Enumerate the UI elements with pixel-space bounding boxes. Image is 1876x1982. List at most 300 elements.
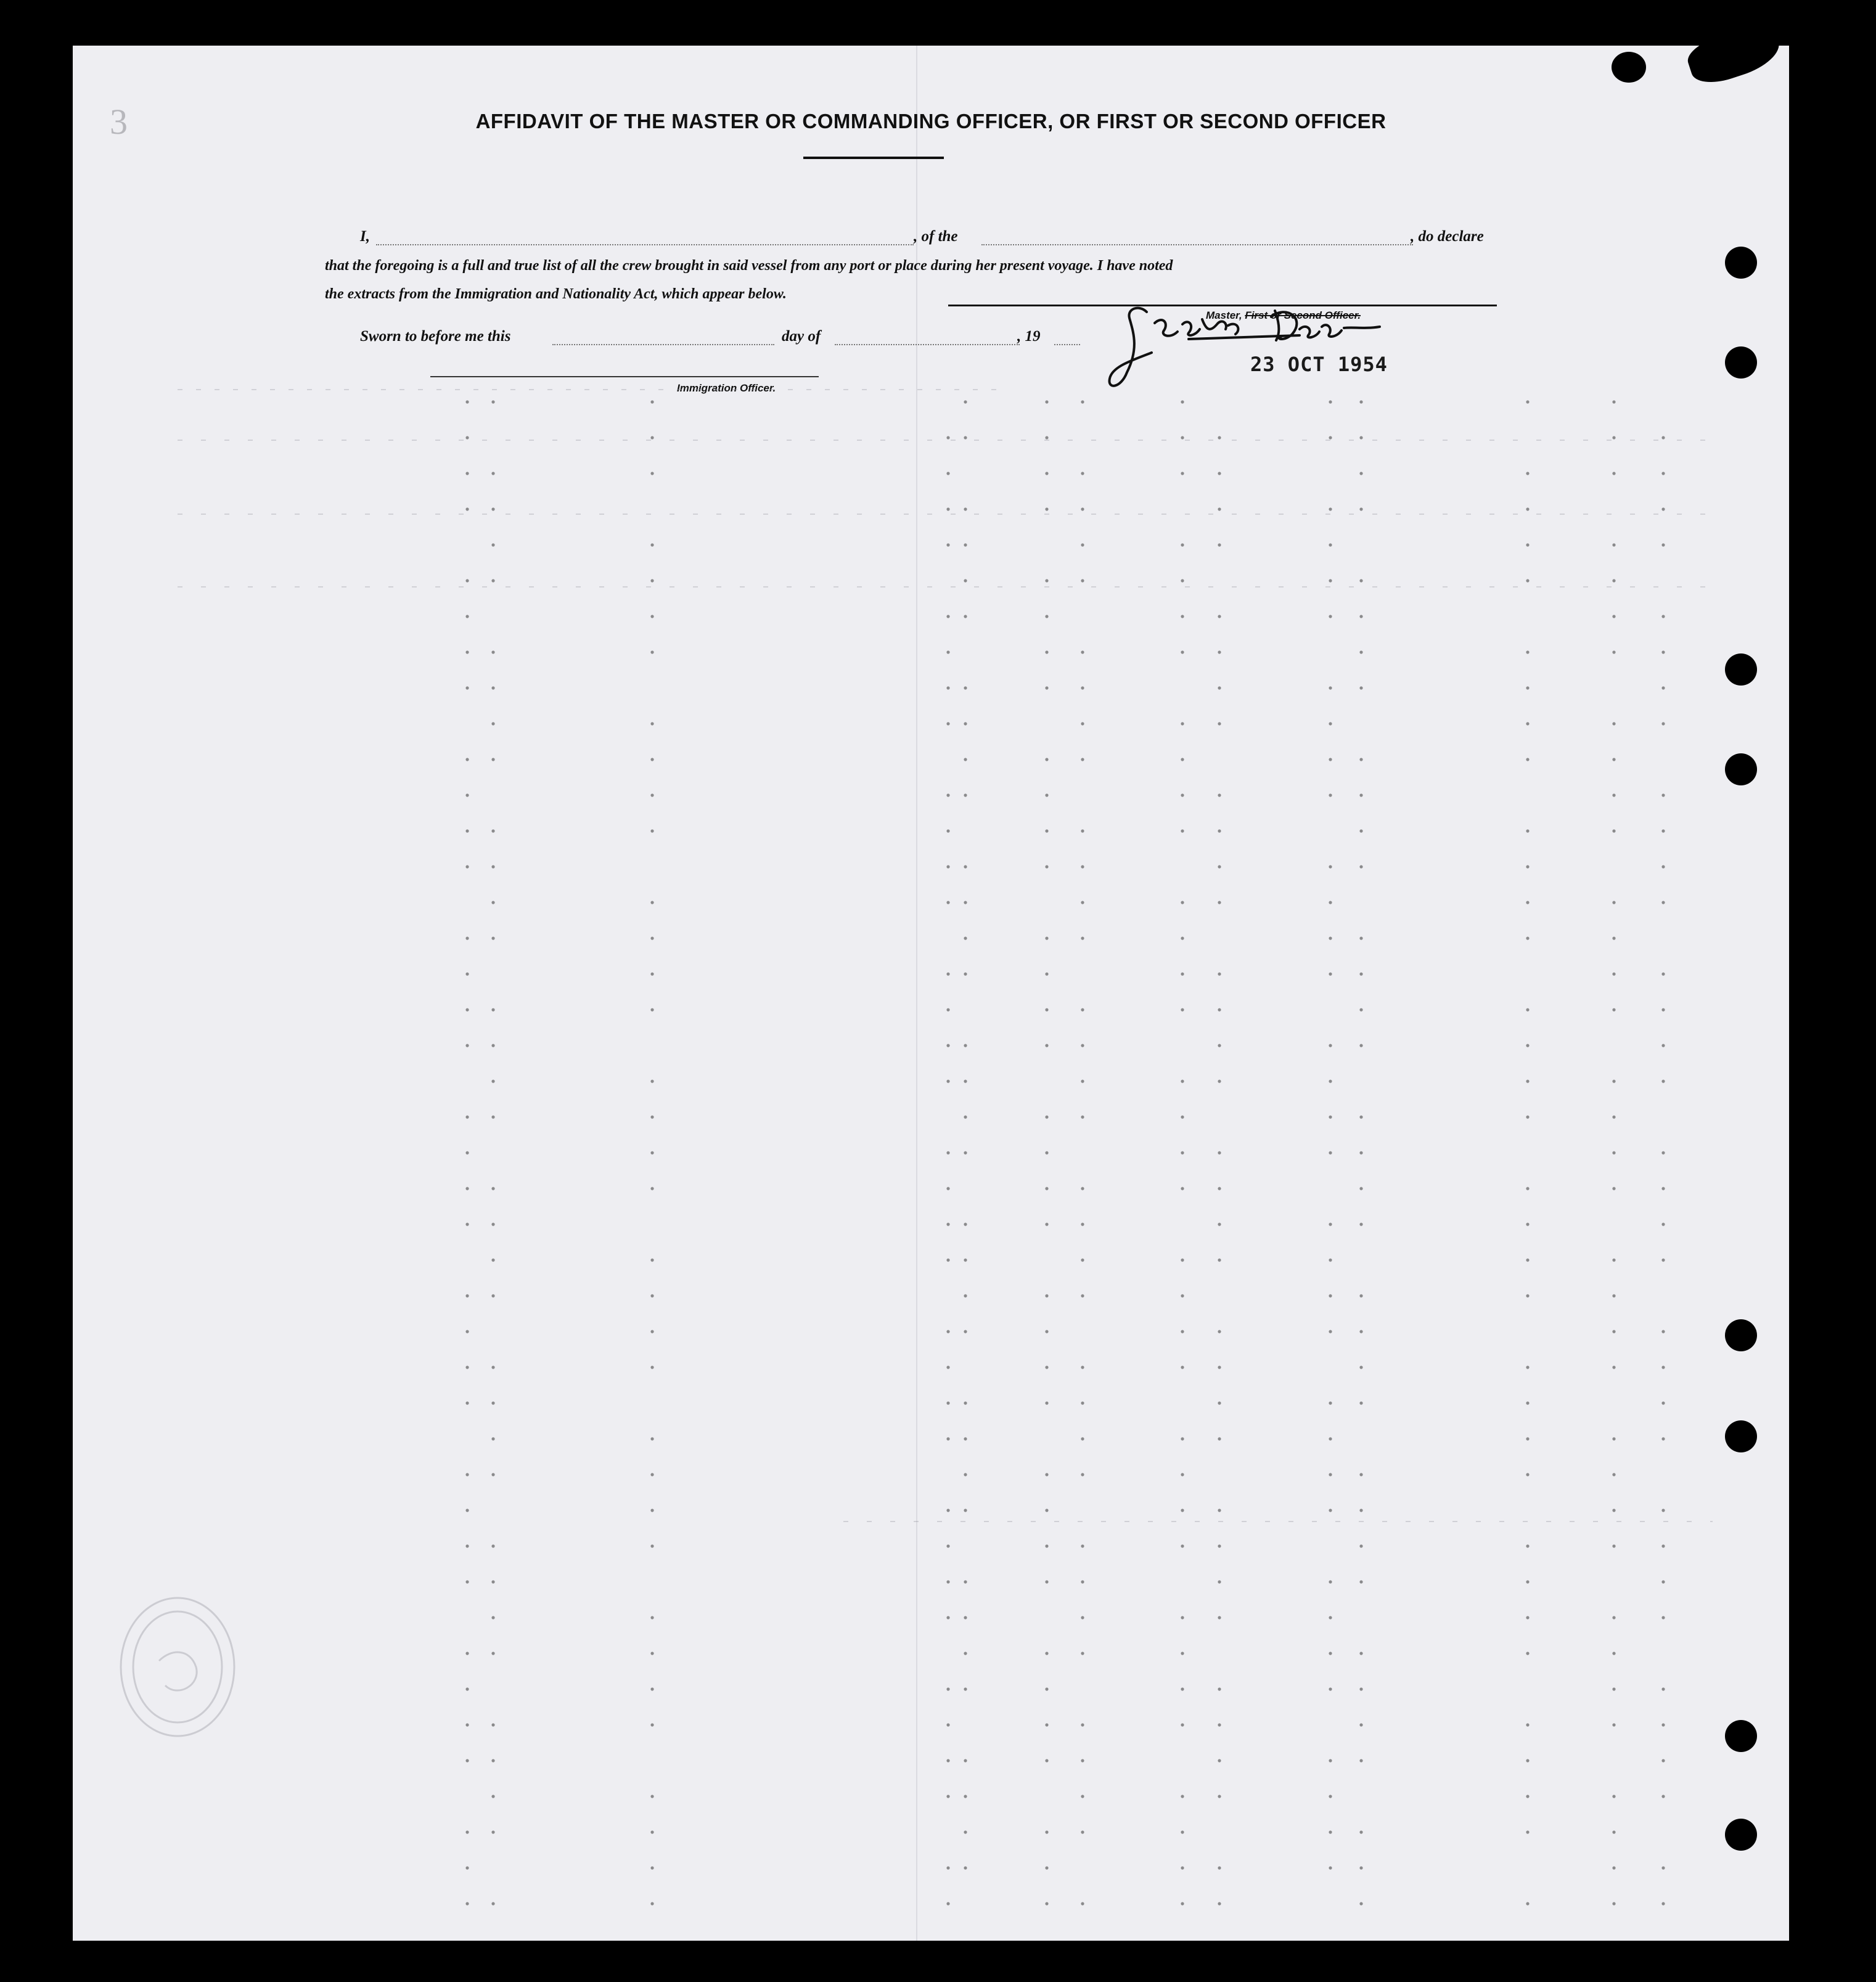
- guide-dot: [1359, 472, 1362, 475]
- guide-dot: [1359, 1687, 1362, 1690]
- guide-dot: [1612, 1079, 1615, 1083]
- guide-dot: [1218, 865, 1221, 868]
- guide-dot: [1526, 1258, 1529, 1261]
- guide-dot: [1181, 472, 1184, 475]
- guide-dot: [1081, 400, 1084, 403]
- guide-dot: [491, 1222, 494, 1226]
- guide-dot: [1081, 1795, 1084, 1798]
- guide-dot: [1329, 1759, 1332, 1762]
- guide-dot: [650, 472, 653, 475]
- guide-dot: [650, 1115, 653, 1118]
- guide-dot: [964, 1044, 967, 1047]
- guide-dot: [465, 507, 469, 510]
- guide-dot: [1329, 972, 1332, 975]
- guide-dot: [946, 793, 949, 796]
- guide-dot: [1181, 1473, 1184, 1476]
- guide-dot: [465, 1187, 469, 1190]
- guide-dot: [1081, 1187, 1084, 1190]
- guide-dot: [1612, 1723, 1615, 1726]
- guide-dot: [1526, 1366, 1529, 1369]
- guide-dot: [1181, 936, 1184, 940]
- guide-dot: [1218, 1759, 1221, 1762]
- guide-dot: [1612, 1902, 1615, 1905]
- guide-dot: [1359, 615, 1362, 618]
- guide-dot: [1081, 1115, 1084, 1118]
- guide-dot: [1329, 615, 1332, 618]
- guide-dot: [650, 1544, 653, 1547]
- guide-dot: [1081, 1008, 1084, 1011]
- guide-dot: [1661, 865, 1665, 868]
- guide-dot: [491, 722, 494, 725]
- guide-dot: [946, 829, 949, 832]
- guide-dot: [1329, 1830, 1332, 1833]
- guide-dot: [1218, 436, 1221, 439]
- guide-dot: [1081, 1652, 1084, 1655]
- guide-dot: [650, 1723, 653, 1726]
- guide-dot: [1218, 1222, 1221, 1226]
- guide-dot: [1612, 1830, 1615, 1833]
- guide-dot: [1526, 1115, 1529, 1118]
- guide-dot: [491, 936, 494, 940]
- guide-dot: [1218, 1866, 1221, 1869]
- guide-dot: [964, 1652, 967, 1655]
- faint-seal-impression: [110, 1587, 245, 1747]
- guide-dot: [1081, 1401, 1084, 1404]
- guide-dot: [1181, 436, 1184, 439]
- declaration-line-3: the extracts from the Immigration and Nationality Act, which appear below.: [325, 286, 787, 302]
- guide-dot: [1218, 686, 1221, 689]
- guide-dot: [1612, 1652, 1615, 1655]
- guide-dot: [964, 1616, 967, 1619]
- guide-dot: [1359, 1044, 1362, 1047]
- guide-dot: [650, 936, 653, 940]
- guide-dot: [1526, 1759, 1529, 1762]
- guide-dot: [1045, 1652, 1048, 1655]
- guide-dot: [1661, 1616, 1665, 1619]
- guide-dot: [1329, 1795, 1332, 1798]
- guide-dot: [1329, 901, 1332, 904]
- guide-dot: [1045, 1723, 1048, 1726]
- guide-dot: [964, 793, 967, 796]
- guide-dot: [650, 615, 653, 618]
- guide-dot: [1612, 1616, 1615, 1619]
- guide-dot: [1218, 1366, 1221, 1369]
- guide-dot: [964, 686, 967, 689]
- guide-dot: [1526, 507, 1529, 510]
- guide-dot: [650, 1652, 653, 1655]
- guide-dot: [465, 1222, 469, 1226]
- guide-dot: [1218, 1187, 1221, 1190]
- guide-dot: [465, 1115, 469, 1118]
- guide-dot: [1359, 1723, 1362, 1726]
- guide-dot: [1612, 1473, 1615, 1476]
- guide-dot: [1218, 901, 1221, 904]
- guide-dot: [1045, 1151, 1048, 1154]
- guide-dot: [491, 472, 494, 475]
- guide-dot: [491, 1401, 494, 1404]
- guide-dot: [1359, 1401, 1362, 1404]
- guide-dot: [1612, 1115, 1615, 1118]
- guide-dot: [1329, 543, 1332, 546]
- guide-dot: [946, 1187, 949, 1190]
- guide-dot: [650, 1902, 653, 1905]
- guide-dot: [1181, 1294, 1184, 1297]
- guide-dot: [1081, 865, 1084, 868]
- guide-dot: [1081, 901, 1084, 904]
- guide-dot: [1045, 865, 1048, 868]
- guide-dot: [465, 472, 469, 475]
- guide-dot: [1661, 1544, 1665, 1547]
- guide-dot: [1612, 472, 1615, 475]
- guide-dot: [650, 436, 653, 439]
- guide-dot: [465, 650, 469, 653]
- guide-dot: [1526, 1723, 1529, 1726]
- guide-dot: [1181, 1544, 1184, 1547]
- guide-dot: [1661, 1759, 1665, 1762]
- guide-dot: [1359, 1222, 1362, 1226]
- guide-dot: [1612, 400, 1615, 403]
- guide-dot: [1329, 793, 1332, 796]
- guide-dot: [1329, 1473, 1332, 1476]
- guide-dot: [1045, 1473, 1048, 1476]
- guide-dot: [650, 758, 653, 761]
- guide-dot: [1359, 1830, 1362, 1833]
- guide-dot: [1359, 936, 1362, 940]
- guide-dot: [1081, 829, 1084, 832]
- guide-dot: [465, 579, 469, 582]
- guide-dot: [650, 722, 653, 725]
- guide-dot: [1329, 722, 1332, 725]
- guide-dot: [946, 507, 949, 510]
- guide-dot: [1181, 1687, 1184, 1690]
- guide-dot: [1329, 579, 1332, 582]
- guide-dot: [1661, 1723, 1665, 1726]
- guide-dot: [1612, 1795, 1615, 1798]
- guide-dot: [1526, 1401, 1529, 1404]
- guide-dot: [1526, 1544, 1529, 1547]
- guide-dot: [1661, 1151, 1665, 1154]
- guide-dot: [650, 1616, 653, 1619]
- guide-dot: [465, 400, 469, 403]
- guide-dot: [1661, 615, 1665, 618]
- guide-dot: [1359, 972, 1362, 975]
- guide-dot: [1218, 543, 1221, 546]
- guide-dot: [1359, 829, 1362, 832]
- guide-dot: [964, 579, 967, 582]
- guide-dot: [946, 1258, 949, 1261]
- guide-dot: [946, 1401, 949, 1404]
- guide-dot: [465, 758, 469, 761]
- guide-dot: [1661, 901, 1665, 904]
- guide-dot: [1661, 1008, 1665, 1011]
- guide-dot: [1359, 1151, 1362, 1154]
- guide-dot: [964, 1687, 967, 1690]
- guide-dot: [1359, 1473, 1362, 1476]
- guide-dot: [1218, 1580, 1221, 1583]
- guide-dot: [491, 1652, 494, 1655]
- guide-dot: [1181, 1366, 1184, 1369]
- guide-dot: [1181, 1008, 1184, 1011]
- guide-dot: [1526, 650, 1529, 653]
- guide-dot: [491, 1079, 494, 1083]
- guide-dot: [964, 1294, 967, 1297]
- affidavit-title: AFFIDAVIT OF THE MASTER OR COMMANDING OFFICER, OR FIRST OR SECOND OFFICER: [475, 110, 1387, 133]
- guide-dot: [1081, 1079, 1084, 1083]
- guide-dot: [946, 1509, 949, 1512]
- guide-dot: [1526, 1437, 1529, 1440]
- guide-dot: [1045, 1222, 1048, 1226]
- guide-dot: [1526, 686, 1529, 689]
- guide-dot: [491, 1366, 494, 1369]
- background-dot-guides: [73, 46, 1789, 1941]
- guide-dot: [491, 400, 494, 403]
- guide-dot: [1181, 1330, 1184, 1333]
- immigration-officer-caption: Immigration Officer.: [677, 382, 776, 394]
- guide-dot: [1081, 722, 1084, 725]
- guide-dot: [650, 1866, 653, 1869]
- guide-dot: [964, 865, 967, 868]
- guide-dot: [1218, 472, 1221, 475]
- guide-dot: [1612, 1687, 1615, 1690]
- document-page: [73, 46, 1789, 1941]
- guide-dot: [1181, 972, 1184, 975]
- guide-dot: [1045, 1115, 1048, 1118]
- guide-dot: [1081, 472, 1084, 475]
- guide-dot: [1329, 936, 1332, 940]
- guide-dot: [1329, 400, 1332, 403]
- guide-dot: [491, 1759, 494, 1762]
- guide-dot: [964, 1759, 967, 1762]
- guide-dot: [946, 865, 949, 868]
- guide-dot: [964, 1580, 967, 1583]
- guide-dot: [964, 400, 967, 403]
- guide-dot: [1661, 1258, 1665, 1261]
- guide-dot: [491, 1902, 494, 1905]
- guide-dot: [491, 507, 494, 510]
- guide-dot: [465, 1151, 469, 1154]
- guide-dot: [1181, 1151, 1184, 1154]
- guide-dot: [1661, 686, 1665, 689]
- guide-dot: [1218, 1437, 1221, 1440]
- guide-dot: [1045, 1401, 1048, 1404]
- guide-dot: [1081, 1294, 1084, 1297]
- guide-dot: [1329, 1258, 1332, 1261]
- guide-dot: [1081, 1723, 1084, 1726]
- guide-dot: [465, 972, 469, 975]
- guide-dot: [465, 1366, 469, 1369]
- guide-dot: [946, 1151, 949, 1154]
- guide-dot: [491, 1830, 494, 1833]
- guide-dot: [1661, 722, 1665, 725]
- guide-dot: [1612, 1866, 1615, 1869]
- guide-dot: [1081, 507, 1084, 510]
- guide-dot: [946, 1759, 949, 1762]
- guide-dot: [946, 1687, 949, 1690]
- guide-dot: [964, 1866, 967, 1869]
- guide-dot: [1218, 1509, 1221, 1512]
- guide-dot: [1359, 1115, 1362, 1118]
- caption-struck-officer: First or Second Officer.: [1245, 309, 1361, 321]
- guide-dot: [1045, 650, 1048, 653]
- guide-dot: [964, 507, 967, 510]
- guide-dot: [964, 543, 967, 546]
- guide-dot: [1218, 650, 1221, 653]
- guide-dot: [1526, 1187, 1529, 1190]
- guide-dot: [1081, 936, 1084, 940]
- guide-dot: [1218, 615, 1221, 618]
- guide-dot: [465, 1902, 469, 1905]
- guide-dot: [964, 615, 967, 618]
- guide-dot: [1329, 1222, 1332, 1226]
- guide-dot: [1081, 1580, 1084, 1583]
- guide-dot: [1359, 650, 1362, 653]
- guide-dot: [1329, 758, 1332, 761]
- guide-dot: [465, 865, 469, 868]
- guide-dot: [1329, 1044, 1332, 1047]
- guide-dot: [1081, 686, 1084, 689]
- guide-dot: [1612, 1294, 1615, 1297]
- guide-dot: [1081, 1366, 1084, 1369]
- guide-dot: [465, 1008, 469, 1011]
- guide-dot: [1526, 472, 1529, 475]
- guide-dot: [1081, 1044, 1084, 1047]
- guide-dot: [1526, 829, 1529, 832]
- guide-dot: [1526, 936, 1529, 940]
- guide-dot: [1045, 1830, 1048, 1833]
- guide-dot: [1081, 758, 1084, 761]
- guide-dot: [1218, 722, 1221, 725]
- guide-dot: [491, 865, 494, 868]
- guide-dot: [1661, 1330, 1665, 1333]
- guide-dot: [650, 901, 653, 904]
- guide-dot: [1661, 1079, 1665, 1083]
- guide-dot: [1526, 1008, 1529, 1011]
- guide-dot: [1329, 1580, 1332, 1583]
- guide-dot: [1661, 1437, 1665, 1440]
- guide-dot: [1612, 758, 1615, 761]
- day-of-label: day of: [782, 328, 821, 345]
- guide-dot: [1359, 865, 1362, 868]
- guide-dot: [1661, 1187, 1665, 1190]
- guide-dot: [650, 543, 653, 546]
- guide-dot: [465, 1759, 469, 1762]
- guide-dot: [1612, 829, 1615, 832]
- guide-dot: [1359, 579, 1362, 582]
- guide-dot: [1218, 1723, 1221, 1726]
- guide-dot: [1081, 650, 1084, 653]
- guide-dot: [1181, 1830, 1184, 1833]
- guide-dot: [650, 1366, 653, 1369]
- guide-dot: [465, 1044, 469, 1047]
- guide-dot: [946, 1079, 949, 1083]
- guide-dot: [650, 1151, 653, 1154]
- year-label: , 19: [1017, 328, 1041, 345]
- guide-dot: [1045, 1294, 1048, 1297]
- guide-dot: [1526, 579, 1529, 582]
- guide-dot: [1661, 507, 1665, 510]
- guide-dot: [946, 1222, 949, 1226]
- guide-dot: [1359, 1652, 1362, 1655]
- guide-dot: [491, 650, 494, 653]
- guide-dot: [946, 436, 949, 439]
- guide-dot: [465, 1830, 469, 1833]
- guide-dot: [1218, 507, 1221, 510]
- guide-dot: [1181, 793, 1184, 796]
- guide-dot: [650, 1330, 653, 1333]
- guide-dot: [1526, 1830, 1529, 1833]
- guide-dot: [1045, 1330, 1048, 1333]
- guide-dot: [1045, 1687, 1048, 1690]
- guide-dot: [1181, 829, 1184, 832]
- guide-dot: [1612, 901, 1615, 904]
- guide-dot: [1045, 400, 1048, 403]
- guide-dot: [946, 1437, 949, 1440]
- guide-dot: [650, 579, 653, 582]
- guide-dot: [1612, 722, 1615, 725]
- guide-dot: [465, 793, 469, 796]
- guide-dot: [1045, 1902, 1048, 1905]
- guide-dot: [491, 1723, 494, 1726]
- guide-dot: [465, 1330, 469, 1333]
- guide-dot: [491, 1544, 494, 1547]
- guide-dot: [964, 1151, 967, 1154]
- guide-dot: [1181, 1509, 1184, 1512]
- guide-dot: [1526, 1294, 1529, 1297]
- guide-dot: [1218, 972, 1221, 975]
- guide-dot: [1081, 1258, 1084, 1261]
- guide-dot: [1526, 1044, 1529, 1047]
- guide-dot: [1661, 1366, 1665, 1369]
- guide-dot: [1218, 1902, 1221, 1905]
- guide-dot: [491, 1437, 494, 1440]
- guide-dot: [1218, 1616, 1221, 1619]
- guide-dot: [1612, 793, 1615, 796]
- guide-dot: [1661, 793, 1665, 796]
- guide-dot: [650, 1473, 653, 1476]
- guide-dot: [1218, 829, 1221, 832]
- guide-dot: [1359, 1330, 1362, 1333]
- guide-dot: [1218, 1258, 1221, 1261]
- guide-dot: [1045, 507, 1048, 510]
- guide-dot: [650, 1258, 653, 1261]
- guide-dot: [465, 936, 469, 940]
- guide-dot: [1612, 972, 1615, 975]
- guide-dot: [1045, 1366, 1048, 1369]
- guide-dot: [1045, 1544, 1048, 1547]
- guide-dot: [946, 650, 949, 653]
- guide-dot: [1661, 436, 1665, 439]
- guide-dot: [1081, 1616, 1084, 1619]
- guide-dot: [946, 472, 949, 475]
- guide-dot: [946, 1866, 949, 1869]
- guide-dot: [1181, 1616, 1184, 1619]
- guide-dot: [465, 686, 469, 689]
- guide-dot: [1218, 1008, 1221, 1011]
- guide-dot: [1661, 650, 1665, 653]
- guide-dot: [491, 758, 494, 761]
- guide-dot: [465, 1652, 469, 1655]
- guide-dot: [491, 1008, 494, 1011]
- guide-dot: [1329, 1330, 1332, 1333]
- guide-dot: [1181, 615, 1184, 618]
- guide-dot: [1181, 1079, 1184, 1083]
- guide-dot: [1526, 1473, 1529, 1476]
- date-stamp: 23 OCT 1954: [1250, 353, 1388, 376]
- guide-dot: [1526, 1652, 1529, 1655]
- guide-dot: [1329, 1115, 1332, 1118]
- guide-dot: [465, 1866, 469, 1869]
- guide-dot: [1045, 1187, 1048, 1190]
